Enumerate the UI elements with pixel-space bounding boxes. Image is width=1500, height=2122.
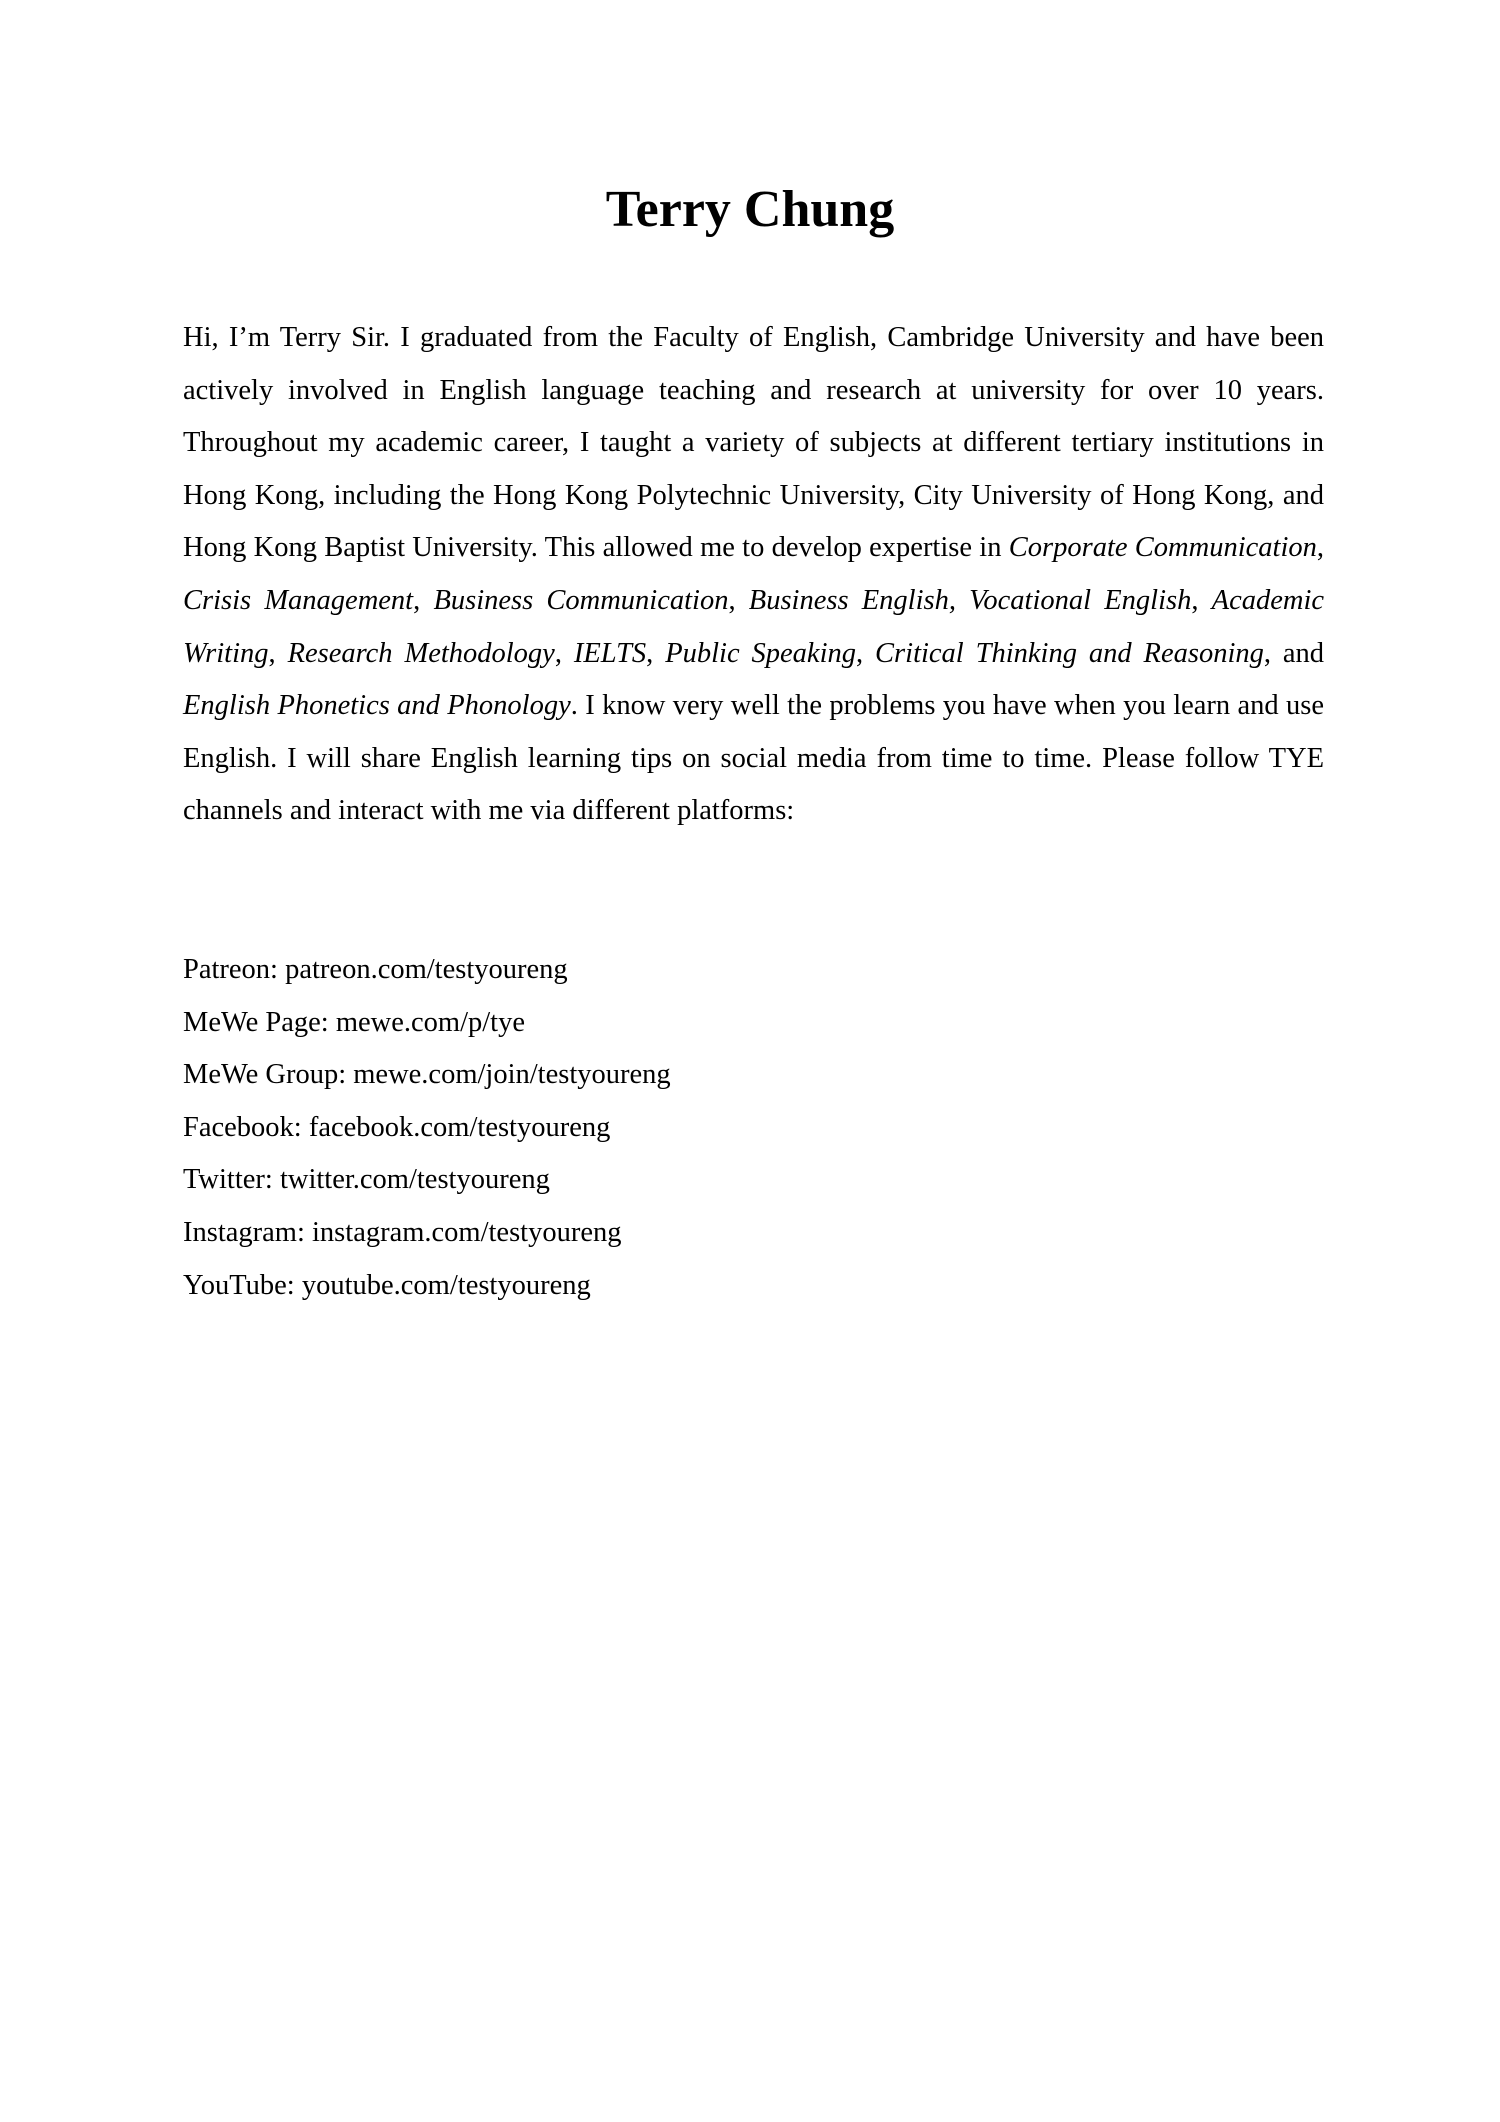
social-link-item	[183, 997, 671, 1050]
bio-text: ,	[646, 637, 666, 669]
bio-text: ,	[1191, 584, 1212, 616]
bio-subject-italic: IELTS	[573, 637, 647, 669]
social-link-label: YouTube:	[183, 1269, 295, 1301]
social-link-url[interactable]: facebook.com/testyoureng	[308, 1111, 611, 1143]
social-link-url[interactable]: mewe.com/p/tye	[335, 1006, 525, 1038]
social-link-item	[183, 1154, 671, 1207]
bio-subject-italic: Public Speaking	[665, 637, 856, 669]
bio-text: Hi, I’m Terry Sir. I graduated from the Faculty of English, Cambridge University and have been actively involved in English language teaching and research at university for over 10 years. Throughout my academic career, I taught a variety of subjects at different tertiary institutions in Hong Kong, including the Hong Kong Polytechnic University, City University of Hong Kong, and Hong Kong Baptist University. This allowed me to develop expertise in	[183, 322, 1324, 564]
bio-text: ,	[856, 637, 876, 669]
social-link-label: MeWe Group:	[183, 1059, 347, 1091]
bio-text: ,	[413, 584, 434, 616]
social-link-url[interactable]: twitter.com/testyoureng	[279, 1164, 550, 1196]
bio-subject-italic: Business Communication	[433, 584, 729, 616]
social-link-label: Facebook:	[183, 1111, 302, 1143]
bio-paragraph	[183, 312, 1324, 838]
social-link-label: Twitter:	[183, 1164, 273, 1196]
bio-text: ,	[554, 637, 574, 669]
social-link-url[interactable]: patreon.com/testyoureng	[285, 954, 568, 985]
bio-text: ,	[1316, 532, 1324, 564]
bio-subject-italic: Business English, Vocational English	[748, 584, 1192, 616]
social-link-item	[183, 944, 671, 997]
social-link-item	[183, 1260, 671, 1313]
bio-subject-italic: Crisis Management	[183, 584, 414, 616]
social-link-url[interactable]: instagram.com/testyoureng	[312, 1216, 622, 1248]
social-link-label: MeWe Page:	[183, 1006, 329, 1038]
bio-subject-italic: Academic Writing	[183, 584, 1325, 669]
bio-text: , and	[1263, 637, 1325, 669]
bio-text: ,	[728, 584, 749, 616]
bio-subject-italic: Research Methodology	[287, 637, 555, 669]
bio-subject-italic: English Phonetics and Phonology	[183, 690, 571, 722]
social-link-label: Instagram:	[183, 1216, 305, 1248]
social-link-url[interactable]: mewe.com/join/testyoureng	[353, 1059, 671, 1091]
social-link-item	[183, 1049, 671, 1102]
bio-text: ,	[268, 637, 288, 669]
bio-subject-italic: Critical Thinking and Reasoning	[875, 637, 1264, 669]
page-title: Terry Chung	[605, 181, 895, 238]
social-link-url[interactable]: youtube.com/testyoureng	[301, 1269, 591, 1301]
social-links-list	[183, 944, 671, 1312]
social-link-item	[183, 1102, 671, 1155]
social-link-label: Patreon:	[183, 954, 278, 985]
bio-subject-italic: Corporate Communication	[1008, 532, 1317, 564]
bio-text: . I know very well the problems you have when you learn and use English. I will share English learning tips on social media from time to time. Please follow TYE channels and interact with me via different platforms:	[183, 690, 1325, 827]
social-link-item	[183, 1207, 671, 1260]
